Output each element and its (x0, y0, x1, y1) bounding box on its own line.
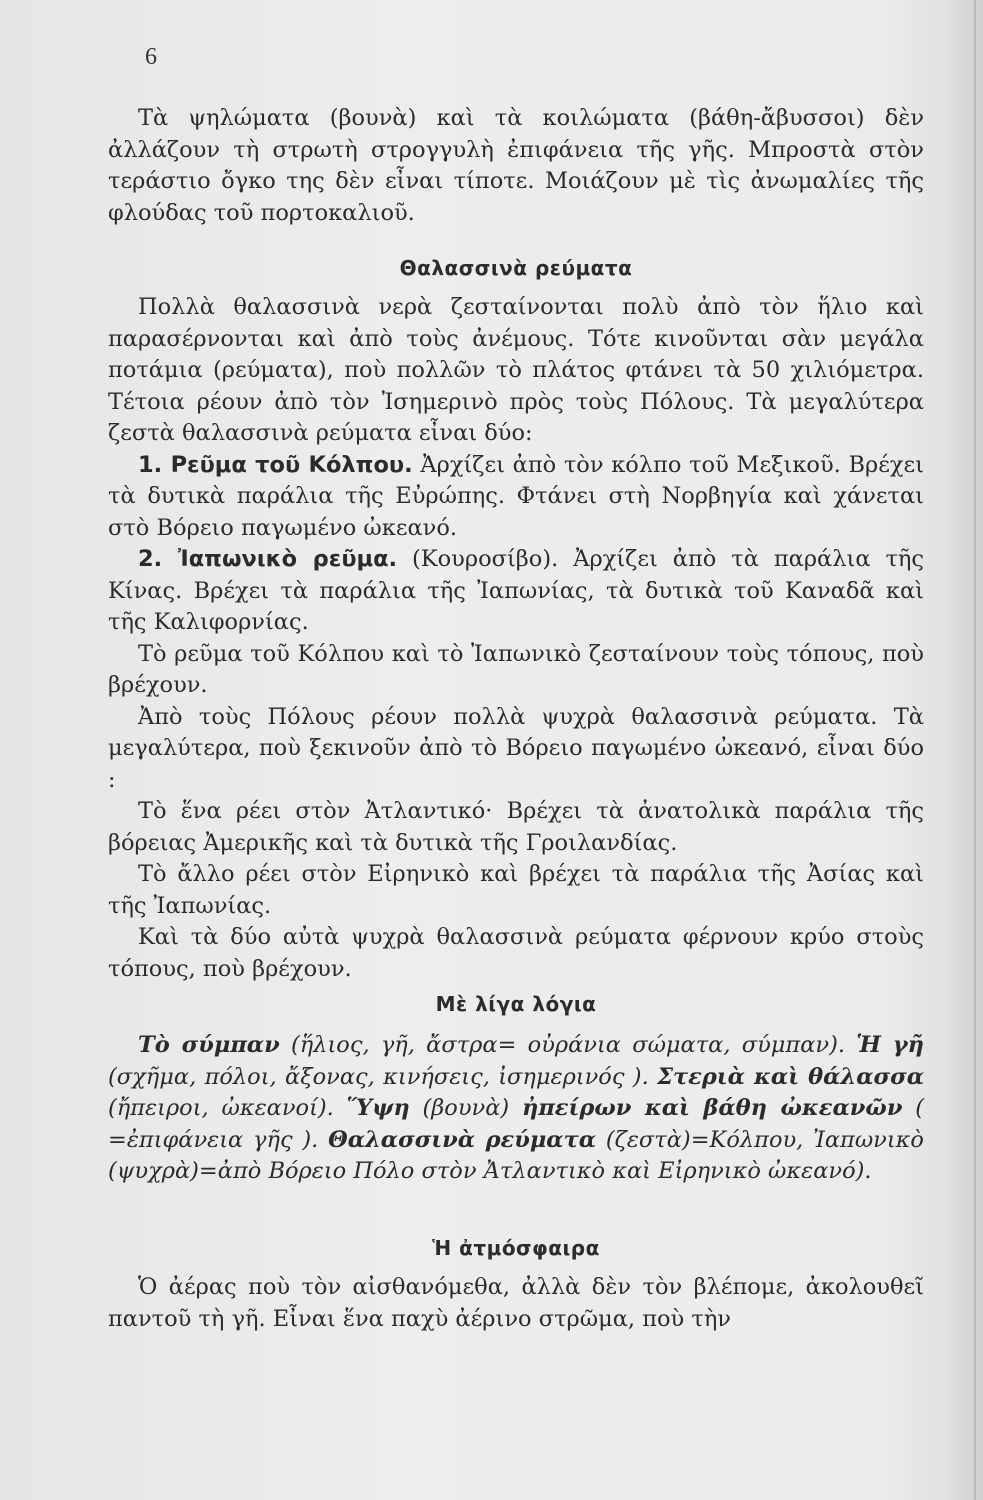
section-heading-summary: Μὲ λίγα λόγια (435, 992, 597, 1016)
summary-paragraph (108, 1030, 924, 1188)
cold-currents-paragraph: Ἀπὸ τοὺς Πόλους ρέουν πολλὰ ψυχρὰ θαλασσινὰ ρεύματα. Τὰ μεγαλύτερα, ποὺ ξεκινοῦν ἀπὸ τὸ Βόρειο παγωμένο ὠκεανό, εἶναι δύο : (108, 703, 924, 793)
current-item-japan-text: (Κουροσίβο). Ἀρχίζει ἀπὸ τὰ παράλια τῆς Κίνας. Βρέχει τὰ παράλια τῆς Ἰαπωνίας, τὰ δυτικὰ τοῦ Καναδᾶ καὶ τῆς Καλιφορνίας. (108, 546, 925, 635)
current-item-gulf-title: 1. Ρεῦμα τοῦ Κόλπου. (138, 451, 413, 478)
atmosphere-paragraph: Ὁ ἀέρας ποὺ τὸν αἰσθανόμεθα, ἀλλὰ δὲν τὸν βλέπομε, ἀκολουθεῖ παντοῦ τὴ γῆ. Εἶναι ἕνα παχὺ ἀέρινο στρῶμα, ποὺ τὴν (108, 1274, 924, 1332)
summary-text-land-sea: (ἤπειροι, ὠκεανοί). (108, 1095, 334, 1121)
page-edge-shadow (974, 0, 976, 1500)
pacific-current-paragraph: Τὸ ἄλλο ρέει στὸν Εἰρηνικὸ καὶ βρέχει τὰ παράλια τῆς Ἀσίας καὶ τῆς Ἰαπωνίας. (108, 861, 924, 919)
section-heading-atmosphere: Ἡ ἀτμόσφαιρα (432, 1236, 600, 1260)
summary-text-earth: (σχῆμα, πόλοι, ἄξονας, κινήσεις, ἰσημερινός ). (108, 1063, 649, 1090)
summary-term-universe: Τὸ σύμπαν (138, 1032, 280, 1058)
summary-text-heights: (βουνὰ) (422, 1095, 510, 1121)
page-number: 6 (145, 44, 157, 70)
intro-block (108, 103, 924, 229)
atmosphere-block (108, 1272, 924, 1335)
intro-paragraph: Τὰ ψηλώματα (βουνὰ) καὶ τὰ κοιλώματα (βάθη-ἄβυσσοι) δὲν ἀλλάζουν τὴ στρωτὴ στρογγυλὴ ἐπιφάνεια τῆς γῆς. Μπροστὰ στὸν τεράστιο ὄγκο της δὲν εἶναι τίποτε. Μοιάζουν μὲ τὶς ἀνωμαλίες τῆς φλούδας τοῦ πορτοκαλιοῦ. (108, 105, 924, 226)
currents-intro-paragraph: Πολλὰ θαλασσινὰ νερὰ ζεσταίνονται πολὺ ἀπὸ τὸν ἥλιο καὶ παρασέρνονται καὶ ἀπὸ τοὺς ἀνέμους. Τότε κινοῦνται σὰν μεγάλα ποτάμια (ρεύματα), ποὺ πολλῶν τὸ πλάτος φτάνει τὰ 50 χιλιόμετρα. Τέτοια ρέουν ἀπὸ τὸν Ἰσημερινὸ πρὸς τοὺς Πόλους. Τὰ μεγαλύτερα ζεστὰ θαλασσινὰ ρεύματα εἶναι δύο: (108, 294, 924, 446)
current-item-japan (108, 544, 924, 639)
section-heading-currents: Θαλασσινὰ ρεύματα (399, 256, 633, 280)
warm-currents-paragraph: Τὸ ρεῦμα τοῦ Κόλπου καὶ τὸ Ἰαπωνικὸ ζεσταίνουν τοὺς τόπους, ποὺ βρέχουν. (108, 640, 924, 698)
current-item-gulf-text: Ἀρχίζει ἀπὸ τὸν κόλπο τοῦ Μεξικοῦ. Βρέχει τὰ δυτικὰ παράλια τῆς Εὐρώπης. Φτάνει στὴ Νορβηγία καὶ χάνεται στὸ Βόρειο παγωμένο ὠκεανό. (108, 451, 924, 541)
summary-term-earth: Ἡ γῆ (856, 1032, 924, 1058)
summary-text-depths: ( =ἐπιφάνεια γῆς ). (108, 1095, 925, 1153)
summary-block (108, 1030, 924, 1188)
atlantic-current-paragraph: Τὸ ἕνα ρέει στὸν Ἀτλαντικό· Βρέχει τὰ ἀνατολικὰ παράλια τῆς βόρειας Ἀμερικῆς καὶ τὰ δυτικὰ τῆς Γροιλανδίας. (108, 798, 924, 856)
currents-block (108, 292, 924, 985)
current-item-japan-title: 2. Ἰαπωνικὸ ρεῦμα. (138, 546, 398, 572)
current-item-gulf (108, 450, 924, 545)
summary-term-heights: Ὕψη (346, 1095, 410, 1121)
summary-term-land-sea: Στεριὰ καὶ θάλασσα (657, 1063, 925, 1090)
summary-text-currents: (ζεστὰ)=Κόλπου, Ἰαπωνικὸ (ψυχρὰ)=ἀπὸ Βόρειο Πόλο στὸν Ἀτλαντικὸ καὶ Εἰρηνικὸ ὠκεανό). (108, 1126, 924, 1184)
summary-term-depths: ἠπείρων καὶ βάθη ὠκεανῶν (521, 1095, 903, 1121)
cold-effect-paragraph: Καὶ τὰ δύο αὐτὰ ψυχρὰ θαλασσινὰ ρεύματα φέρνουν κρύο στοὺς τόπους, ποὺ βρέχουν. (108, 924, 924, 982)
summary-term-currents: Θαλασσινὰ ρεύματα (328, 1126, 597, 1153)
summary-text-universe: (ἥλιος, γῆ, ἄστρα= οὐράνια σώματα, σύμπαν). (290, 1032, 846, 1058)
